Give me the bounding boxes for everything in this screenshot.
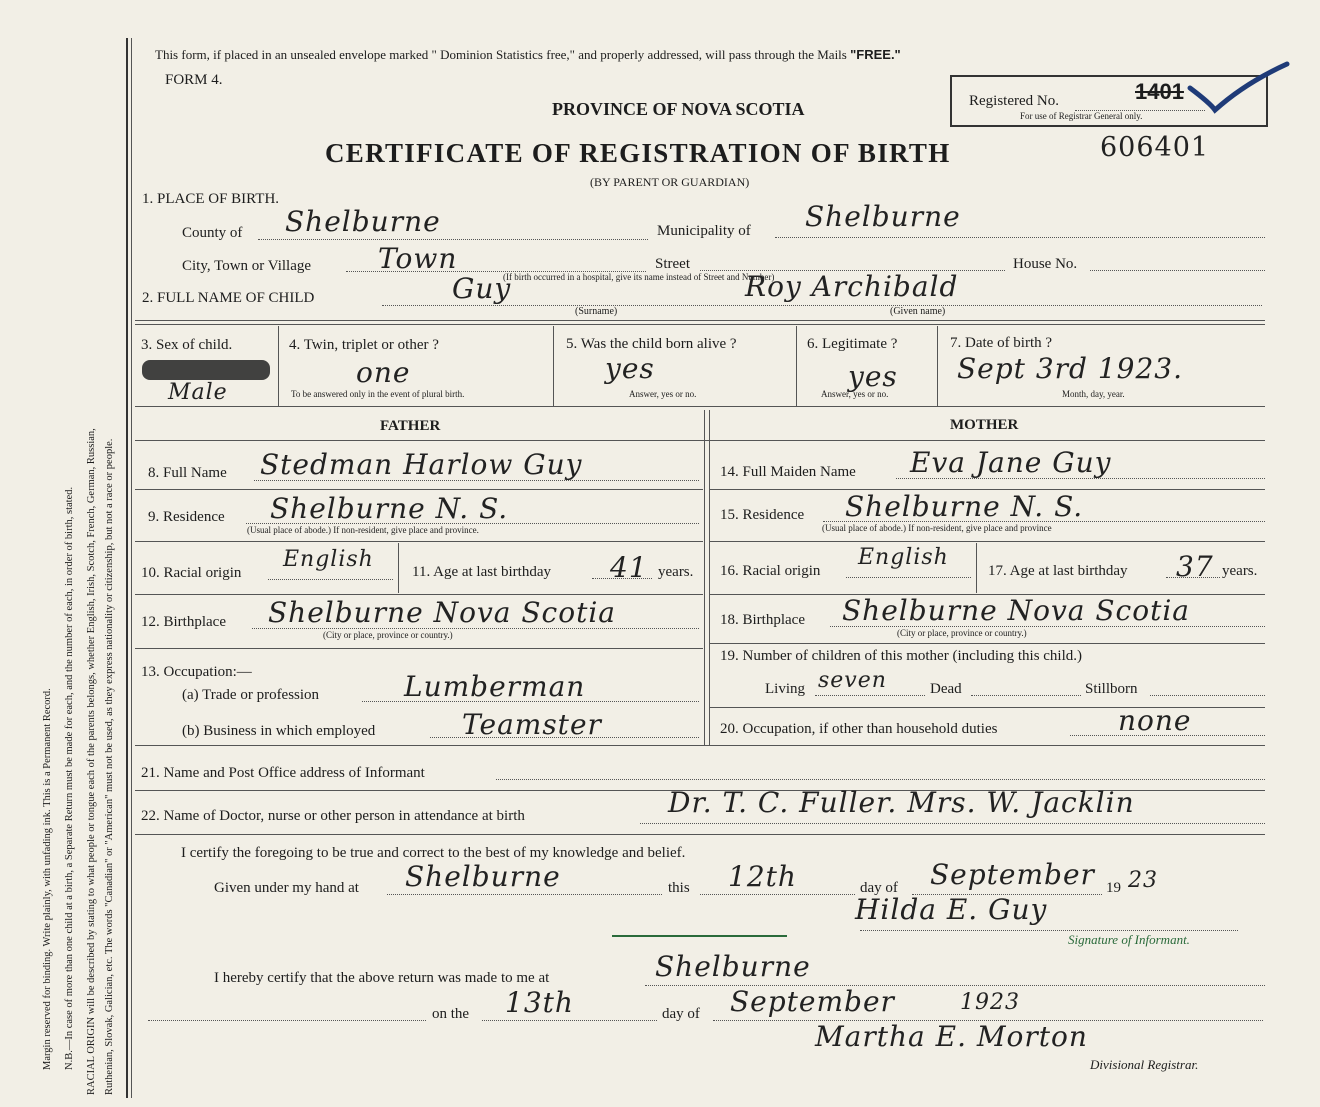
given-place-value: Shelburne (405, 860, 561, 893)
father-birthplace-value: Shelburne Nova Scotia (268, 596, 616, 629)
father-trade-label: (a) Trade or profession (182, 687, 320, 703)
certificate-title: CERTIFICATE OF REGISTRATION OF BIRTH (325, 138, 951, 168)
alive-value: yes (605, 352, 655, 385)
registered-label: Registered No. (969, 93, 1059, 109)
dob-value: Sept 3rd 1923. (957, 352, 1184, 385)
twin-label: 4. Twin, triplet or other ? (289, 337, 439, 353)
father-residence-note: (Usual place of abode.) If non-resident, give place and province. (247, 525, 479, 535)
blue-checkmark-icon (1185, 58, 1295, 118)
province-title: PROVINCE OF NOVA SCOTIA (552, 99, 805, 119)
registrar-place-value: Shelburne (655, 950, 811, 983)
alive-label: 5. Was the child born alive ? (566, 336, 737, 352)
twin-value: one (356, 356, 411, 389)
on-the-value: 13th (505, 986, 574, 1019)
surname-caption: (Surname) (575, 306, 618, 317)
mother-occupation-value: none (1118, 704, 1192, 737)
given-year-prefix: 19 (1106, 880, 1121, 896)
father-residence-value: Shelburne N. S. (270, 492, 509, 525)
dob-note: Month, day, year. (1062, 389, 1125, 399)
struck-out-word (142, 360, 270, 380)
postal-free: "FREE." (850, 47, 901, 62)
given-day-of-label: day of (860, 880, 898, 896)
living-label: Living (765, 681, 805, 697)
mother-race-value: English (858, 545, 949, 570)
father-race-value: English (283, 547, 374, 572)
father-residence-label: 9. Residence (148, 509, 225, 525)
legitimate-value: yes (848, 360, 898, 393)
father-business-label: (b) Business in which employed (182, 723, 376, 739)
form-number: FORM 4. (165, 72, 223, 88)
father-heading: FATHER (380, 418, 441, 434)
stillborn-label: Stillborn (1085, 681, 1138, 697)
doctor-label: 22. Name of Doctor, nurse or other person in attendance at birth (141, 808, 525, 824)
father-name-value: Stedman Harlow Guy (260, 448, 583, 481)
father-trade-value: Lumberman (404, 670, 586, 703)
mother-children-label: 19. Number of children of this mother (including this child.) (720, 648, 1083, 664)
street-note: (If birth occurred in a hospital, give its name instead of Street and Number) (503, 272, 775, 282)
margin-note-plural-birth: N.B.—In case of more than one child at a birth, a Separate Return must be made for each, and the number of each, in order of birth, stated. (64, 486, 75, 1070)
margin-note-racial-origin: RACIAL ORIGIN will be described by stating to what people or tongue each of the parents belongs, whether English, Irish, Scotch, French, German, Russian, (86, 428, 97, 1095)
father-occupation-label: 13. Occupation:— (141, 664, 252, 680)
registrar-day-of-label: day of (662, 1006, 700, 1022)
given-year-value: 23 (1128, 868, 1158, 893)
house-label: House No. (1013, 256, 1078, 272)
place-label: 1. PLACE OF BIRTH. (142, 191, 280, 207)
county-label: County of (182, 225, 243, 241)
dob-label: 7. Date of birth ? (950, 335, 1053, 351)
this-day-value: 12th (728, 860, 797, 893)
municipality-label: Municipality of (657, 223, 751, 239)
margin-note-racial-origin-2: Ruthenian, Slovak, Galician, etc. The words "Canadian" or "American" must not be used, as they express nationality or citizenship, but not a race or people. (104, 438, 115, 1095)
signature-of-informant-label: Signature of Informant. (1068, 932, 1190, 947)
sex-label: 3. Sex of child. (141, 337, 233, 353)
child-given-name: Roy Archibald (745, 270, 959, 303)
this-label: this (668, 880, 690, 896)
city-label: City, Town or Village (182, 258, 312, 274)
father-business-value: Teamster (462, 708, 602, 741)
legitimate-note: Answer, yes or no. (821, 389, 889, 399)
mother-age-unit: years. (1222, 563, 1258, 579)
given-caption: (Given name) (890, 306, 946, 317)
postal-note (155, 47, 901, 63)
child-name-label: 2. FULL NAME OF CHILD (142, 290, 315, 306)
registrar-month-value: September (730, 985, 895, 1018)
father-age-unit: years. (658, 564, 694, 580)
mother-residence-value: Shelburne N. S. (845, 490, 1084, 523)
informant-signature: Hilda E. Guy (855, 893, 1048, 926)
divisional-registrar-label: Divisional Registrar. (1090, 1057, 1199, 1072)
city-value: Town (378, 242, 458, 275)
mother-age-label: 17. Age at last birthday (988, 563, 1128, 579)
mother-birthplace-note: (City or place, province or country.) (897, 628, 1027, 638)
dead-label: Dead (930, 681, 962, 697)
mother-birthplace-label: 18. Birthplace (720, 612, 805, 628)
registrar-signature: Martha E. Morton (815, 1020, 1088, 1053)
given-month-value: September (930, 858, 1095, 891)
registrar-statement: I hereby certify that the above return was made to me at (214, 970, 550, 986)
certificate-subtitle: (BY PARENT OR GUARDIAN) (590, 175, 750, 189)
margin-note-binding: Margin reserved for binding. Write plainly, with unfading ink. This is a Permanent Record. (42, 688, 53, 1070)
registered-number: 1401 (1135, 79, 1184, 104)
informant-statement: I certify the foregoing to be true and correct to the best of my knowledge and belief. (181, 845, 686, 861)
mother-name-label: 14. Full Maiden Name (720, 464, 856, 480)
alive-note: Answer, yes or no. (629, 389, 697, 399)
municipality-value: Shelburne (805, 200, 961, 233)
mother-birthplace-value: Shelburne Nova Scotia (842, 594, 1190, 627)
father-birthplace-label: 12. Birthplace (141, 614, 226, 630)
informant-label: 21. Name and Post Office address of Informant (141, 765, 425, 781)
doctor-value: Dr. T. C. Fuller. Mrs. W. Jacklin (668, 786, 1135, 819)
twin-note: To be answered only in the event of plural birth. (291, 389, 465, 399)
on-the-label: on the (432, 1006, 470, 1022)
mother-residence-note: (Usual place of abode.) If non-resident, give place and province (822, 523, 1052, 533)
mother-heading: MOTHER (950, 417, 1019, 433)
father-birthplace-note: (City or place, province or country.) (323, 630, 453, 640)
father-age-label: 11. Age at last birthday (412, 564, 551, 580)
mother-occupation-label: 20. Occupation, if other than household duties (720, 721, 998, 737)
father-name-label: 8. Full Name (148, 465, 227, 481)
mother-name-value: Eva Jane Guy (910, 446, 1112, 479)
street-label: Street (655, 256, 690, 272)
father-race-label: 10. Racial origin (141, 565, 242, 581)
father-age-value: 41 (610, 551, 648, 584)
registrar-year-value: 1923 (960, 990, 1020, 1015)
mother-residence-label: 15. Residence (720, 507, 805, 523)
mother-race-label: 16. Racial origin (720, 563, 821, 579)
registered-note: For use of Registrar General only. (1020, 111, 1143, 121)
legitimate-label: 6. Legitimate ? (807, 336, 898, 352)
county-value: Shelburne (285, 205, 441, 238)
sex-value: Male (168, 380, 228, 405)
postal-note-text: This form, if placed in an unsealed envelope marked " Dominion Statistics free," and properly addressed, will pass through the Mails (155, 47, 847, 62)
certificate-number: 606401 (1100, 132, 1210, 163)
given-under-label: Given under my hand at (214, 880, 359, 896)
living-value: seven (818, 668, 887, 693)
child-surname: Guy (452, 272, 512, 305)
mother-age-value: 37 (1176, 550, 1214, 583)
